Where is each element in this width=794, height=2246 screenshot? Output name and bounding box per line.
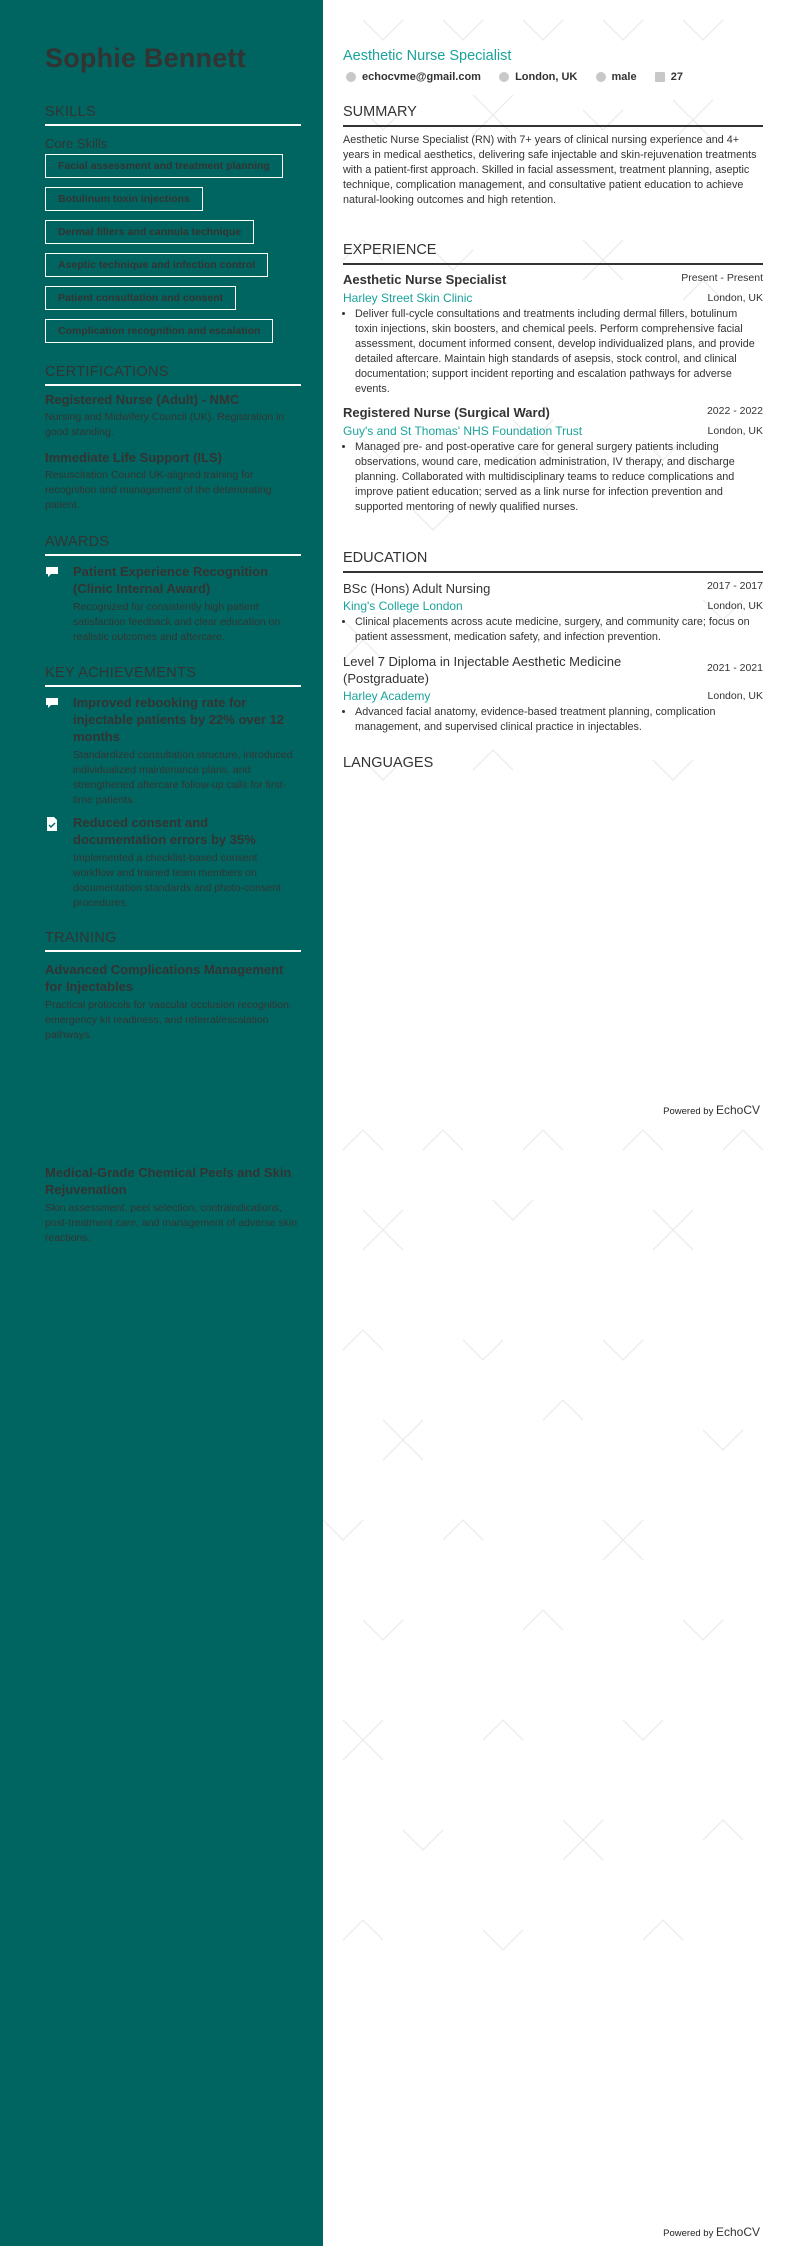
achievement-desc: Standardized consultation structure, introduced individualized maintenance plans, and strengthened aftercare follow-up calls for first-time patients.	[73, 749, 293, 806]
degree-title: BSc (Hons) Adult Nursing	[343, 581, 491, 596]
school-name: Harley Academy	[343, 689, 431, 703]
training-title: Medical-Grade Chemical Peels and Skin Rejuvenation	[45, 1165, 292, 1197]
award-desc: Recognized for consistently high patient satisfaction feedback and clear education on realistic outcomes and aftercare.	[73, 601, 281, 643]
job-location: London, UK	[707, 425, 763, 437]
job-location: London, UK	[707, 292, 763, 304]
training-item	[45, 1164, 301, 1246]
training-title: Advanced Complications Management for Injectables	[45, 962, 284, 994]
powered-by-footer	[663, 1103, 760, 1117]
location-pin-icon	[499, 72, 509, 82]
experience-heading: EXPERIENCE	[343, 242, 763, 265]
job-title: Aesthetic Nurse Specialist	[343, 272, 507, 287]
contact-email: echocvme@gmail.com	[362, 71, 481, 84]
education-entry	[343, 580, 763, 616]
school-name: King's College London	[343, 599, 463, 613]
job-bullet: • Managed pre- and post-operative care for general surgery patients including observations, wound care, medication administration, IV therapy, and discharge planning. Collaborated with multidisciplinary teams to reduce complications and improve patient education; served as a link nurse for infection prevention and supported mentoring of newly qualified nurses.	[355, 440, 763, 515]
person-icon	[596, 72, 606, 82]
calendar-icon	[655, 72, 665, 82]
job-bullet: • Deliver full-cycle consultations and treatments including dermal fillers, botulinum toxin injections, skin boosters, and chemical peels. Perform comprehensive facial assessment, document informed consent, develop individualized plans, and provide detailed aftercare. Maintain high standards of asepsis, stock control, and clinical documentation; support incident reporting and escalation pathways for adverse events.	[355, 307, 763, 397]
powered-by-label: Powered by	[663, 1106, 714, 1117]
headline: Aesthetic Nurse Specialist	[343, 48, 512, 64]
certification-title: Registered Nurse (Adult) - NMC	[45, 392, 240, 407]
powered-by-label: Powered by	[663, 2228, 714, 2239]
skill-tag: Patient consultation and consent	[45, 286, 236, 310]
degree-title: Level 7 Diploma in Injectable Aesthetic Medicine (Postgraduate)	[343, 654, 622, 686]
experience-entry	[343, 272, 763, 308]
certification-item	[45, 392, 301, 440]
skill-tag: Dermal fillers and cannula technique	[45, 220, 254, 244]
contact-age: 27	[670, 71, 683, 84]
training-heading: TRAINING	[45, 930, 301, 952]
job-title: Registered Nurse (Surgical Ward)	[343, 405, 550, 420]
contact-bar	[346, 71, 683, 83]
certification-item	[45, 450, 301, 513]
education-bullet: • Clinical placements across acute medicine, surgery, and community care; focus on patient assessment, medication safety, and infection prevention.	[355, 615, 763, 645]
job-dates: Present - Present	[681, 272, 763, 284]
certification-desc: Nursing and Midwifery Council (UK). Registration in good standing.	[45, 411, 285, 438]
education-dates: 2021 - 2021	[706, 662, 763, 674]
achievement-desc: Implemented a checklist-based consent workflow and trained team members on documentation standards and photo-consent procedures.	[73, 852, 281, 909]
candidate-name: Sophie Bennett	[45, 43, 246, 73]
award-title: Patient Experience Recognition (Clinic Internal Award)	[73, 564, 269, 596]
awards-heading: AWARDS	[45, 534, 301, 556]
speech-bubble-icon	[45, 697, 59, 709]
summary-text: Aesthetic Nurse Specialist (RN) with 7+ years of clinical nursing experience and 4+ years in medical aesthetics, delivering safe injectable and skin-rejuvenation treatments with a patient-first approach. Skilled in facial assessment, treatment planning, aseptic technique, complication management, and consultative patient education to achieve natural-looking outcomes and high retention.	[343, 134, 757, 206]
award-chat-icon	[45, 566, 59, 578]
skill-tag: Aseptic technique and infection control	[45, 253, 268, 277]
school-location: London, UK	[707, 690, 763, 702]
skill-tag: Botulinum toxin injections	[45, 187, 203, 211]
education-bullets	[343, 615, 763, 645]
school-location: London, UK	[707, 600, 763, 612]
powered-by-footer	[663, 2225, 760, 2239]
certifications-heading: CERTIFICATIONS	[45, 364, 301, 386]
echocv-logo: EchoCV	[715, 1103, 760, 1117]
document-icon	[45, 817, 59, 831]
training-desc: Skin assessment, peel selection, contraindications, post-treatment care, and management of adverse skin reactions.	[45, 1202, 298, 1244]
training-desc: Practical protocols for vascular occlusion recognition, emergency kit readiness, and referral/escalation pathways.	[45, 999, 292, 1041]
echocv-logo: EchoCV	[715, 2225, 760, 2239]
skill-tag: Facial assessment and treatment planning	[45, 154, 283, 178]
education-heading: EDUCATION	[343, 550, 763, 573]
education-entry	[343, 653, 763, 708]
job-bullets	[343, 307, 763, 397]
job-dates: 2022 - 2022	[706, 405, 763, 417]
job-bullets	[343, 440, 763, 515]
contact-gender: male	[611, 71, 637, 84]
skill-tag: Complication recognition and escalation	[45, 319, 273, 343]
education-bullet: • Advanced facial anatomy, evidence-based treatment planning, complication management, and supervised clinical practice in injectables.	[355, 705, 763, 735]
contact-location: London, UK	[515, 71, 578, 84]
core-skills-label: Core Skills	[45, 136, 108, 151]
email-icon	[346, 72, 356, 82]
achievements-heading: KEY ACHIEVEMENTS	[45, 665, 301, 687]
employer-name: Harley Street Skin Clinic	[343, 291, 473, 305]
training-item	[45, 961, 301, 1043]
achievement-title: Reduced consent and documentation errors by 35%	[73, 815, 256, 847]
education-dates: 2017 - 2017	[706, 580, 763, 592]
education-bullets	[343, 705, 763, 735]
certification-title: Immediate Life Support (ILS)	[45, 450, 222, 465]
certification-desc: Resuscitation Council UK-aligned training for recognition and management of the deteriorating patient.	[45, 469, 272, 511]
languages-heading: LANGUAGES	[343, 755, 434, 771]
summary-heading: SUMMARY	[343, 104, 763, 127]
employer-name: Guy's and St Thomas' NHS Foundation Trust	[343, 424, 583, 438]
experience-entry	[343, 405, 763, 441]
skills-heading: SKILLS	[45, 104, 301, 126]
achievement-title: Improved rebooking rate for injectable patients by 22% over 12 months	[73, 695, 284, 744]
